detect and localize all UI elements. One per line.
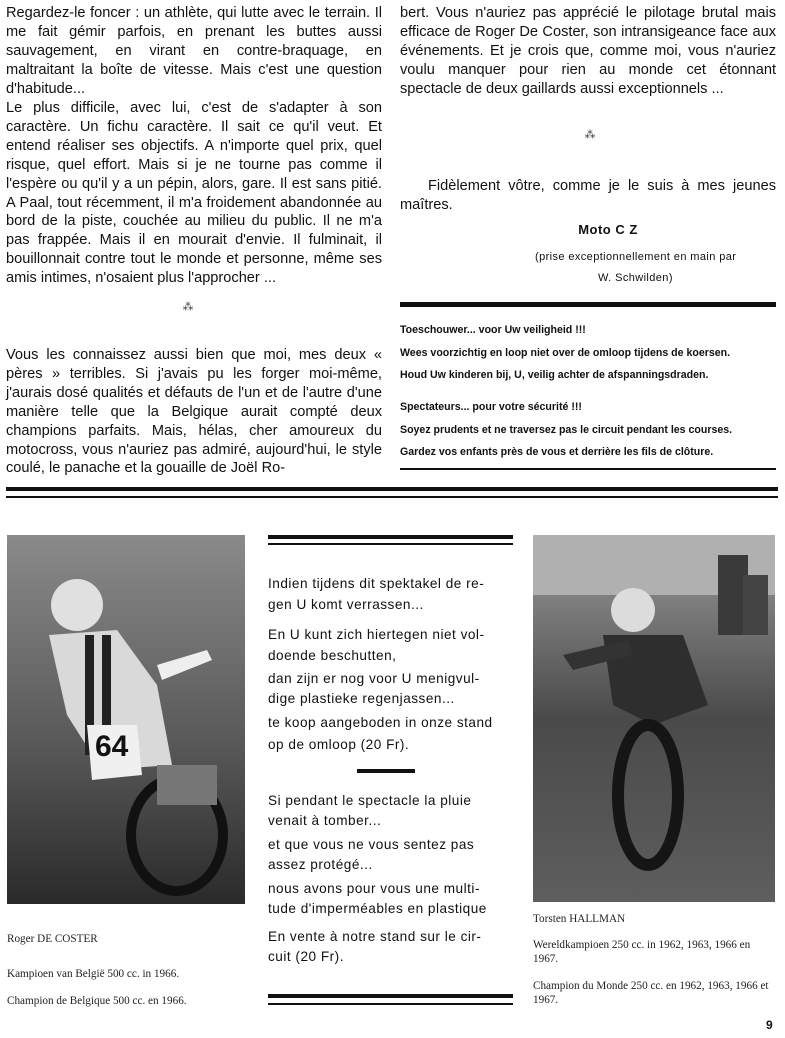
warning-nl-title: Toeschouwer... voor Uw veiligheid !!! [400, 324, 586, 336]
rain-fr-line-4: assez protégé... [268, 857, 373, 872]
caption-left-name: Roger DE COSTER [7, 933, 98, 945]
photo-torsten-hallman [533, 535, 775, 902]
rain-fr-line-5: nous avons pour vous une multi- [268, 881, 480, 896]
caption-right-fr: Champion du Monde 250 cc. en 1962, 1963, 1966 et 1967. [533, 980, 769, 1006]
right-paragraph-1: bert. Vous n'auriez pas apprécié le pilotage brutal mais efficace de Roger De Coster, son intransigeance face aux événements. Et je crois que, comme moi, vous n'auriez voulu manquer pour rien au monde cet étonnant spectacle de deux gaillards aussi exceptionnels ... [400, 5, 776, 97]
page-divider-top [6, 487, 778, 491]
caption-left-nl: Kampioen van België 500 cc. in 1966. [7, 968, 180, 980]
section-separator-1: ⁂ [182, 301, 194, 313]
left-paragraph-1: Regardez-le foncer : un athlète, qui lutte avec le terrain. Il me fait gémir parfois, en prenant les buttes aussi sauvagement, en virant en contre-braquage, en maltraitant la boîte de vitesse. Mais c'est une question d'habitude... [6, 5, 382, 97]
warning-fr-line-2: Gardez vos enfants près de vous et derrière les fils de clôture. [400, 446, 714, 458]
rain-fr-line-2: venait à tomber... [268, 813, 382, 828]
rain-fr-line-1: Si pendant le spectacle la pluie [268, 793, 472, 808]
section-separator-2: ⁂ [584, 129, 596, 141]
rain-nl-line-7: te koop aangeboden in onze stand [268, 715, 493, 730]
page-number: 9 [766, 1018, 773, 1032]
left-paragraph-3: Vous les connaissez aussi bien que moi, mes deux « pères » terribles. Si j'avais pu les forger moi-même, j'aurais dosé qualités et défauts de l'un et de l'autre d'une manière telle que la Belgique aurait compté deux champions parfaits. Mais, hélas, cher amoureux du motocross, vous n'auriez pas admiré, aujourd'hui, le style coulé, le panache et la gouaille de Joël Ro- [6, 347, 382, 477]
left-paragraph-2: Le plus difficile, avec lui, c'est de s'adapter à son caractère. Un fichu caractère. Il sait ce qu'il veut. Et entend réaliser ses objectifs. A n'importe quel prix, quel risque, quel effort. Mais si je ne tourne pas comme il l'espère ou qu'il y a un pépin, alors, gare. Il est sans pitié. A Paal, tout récemment, il m'a froidement abandonnée au bord de la piste, couchée au milieu du public. Il ne m'a pas frappée. Mais il en mourait d'envie. Il fulminait, il bouillonnait contre tout le monde et personne, même ses amis intimes, n'osaient plus l'approcher ... [6, 100, 382, 287]
signature-note-line-1: (prise exceptionnellement en main par [535, 251, 737, 263]
right-paragraph-2: Fidèlement vôtre, comme je le suis à mes jeunes maîtres. [400, 178, 776, 213]
rain-nl-line-5: dan zijn er nog voor U menigvul- [268, 671, 480, 686]
middle-top-rule-2 [268, 543, 513, 545]
warning-fr-line-1: Soyez prudents et ne traversez pas le circuit pendant les courses. [400, 424, 733, 436]
rain-fr-line-8: cuit (20 Fr). [268, 949, 344, 964]
middle-top-rule-1 [268, 535, 513, 539]
middle-short-rule [357, 769, 415, 773]
warning-top-rule [400, 302, 776, 307]
warning-nl-line-1: Wees voorzichtig en loop niet over de omloop tijdens de koersen. [400, 347, 731, 359]
rain-nl-line-6: dige plastieke regenjassen... [268, 691, 455, 706]
warning-fr-title: Spectateurs... pour votre sécurité !!! [400, 401, 582, 413]
signature: Moto C Z [578, 222, 638, 237]
warning-nl-line-2: Houd Uw kinderen bij, U, veilig achter de afspanningsdraden. [400, 369, 709, 381]
middle-bottom-rule-1 [268, 994, 513, 998]
caption-left-fr: Champion de Belgique 500 cc. en 1966. [7, 995, 187, 1007]
rain-fr-line-7: En vente à notre stand sur le cir- [268, 929, 482, 944]
middle-bottom-rule-2 [268, 1003, 513, 1005]
rain-nl-line-3: En U kunt zich hiertegen niet vol- [268, 627, 485, 642]
rain-nl-line-1: Indien tijdens dit spektakel de re- [268, 576, 485, 591]
rain-fr-line-6: tude d'imperméables en plastique [268, 901, 487, 916]
rain-fr-line-3: et que vous ne vous sentez pas [268, 837, 475, 852]
caption-right-name: Torsten HALLMAN [533, 913, 626, 925]
page-divider-bottom [6, 496, 778, 498]
bib-number: 64 [95, 730, 129, 763]
signature-note-line-2: W. Schwilden) [598, 272, 673, 284]
photo-roger-de-coster [7, 535, 245, 904]
rain-nl-line-4: doende beschutten, [268, 648, 397, 663]
rain-nl-line-8: op de omloop (20 Fr). [268, 737, 410, 752]
warning-bottom-rule [400, 468, 776, 470]
caption-right-nl: Wereldkampioen 250 cc. in 1962, 1963, 1966 en 1967. [533, 939, 751, 965]
rain-nl-line-2: gen U komt verrassen... [268, 597, 424, 612]
